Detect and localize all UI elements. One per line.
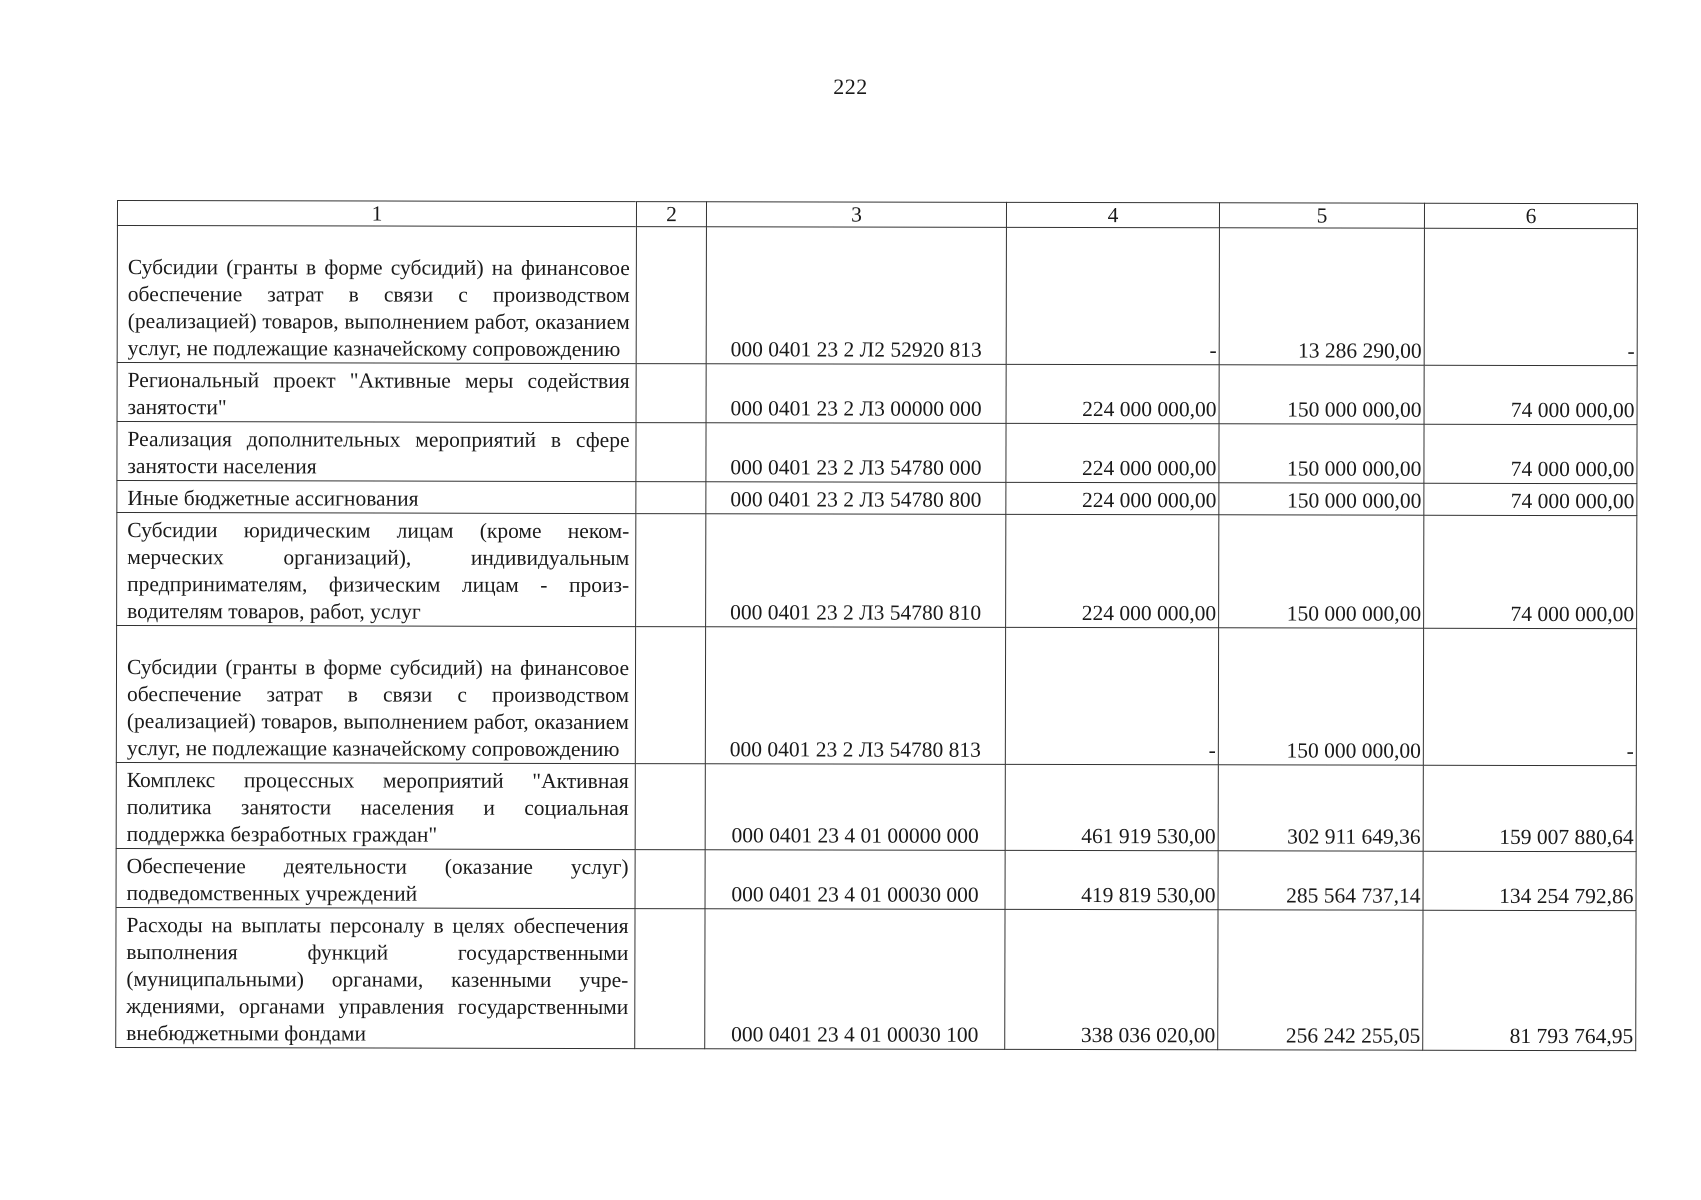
row-value-col4: 419 819 530,00 [1005, 850, 1218, 909]
row-value-col6: 159 007 880,64 [1423, 765, 1636, 851]
table-row [116, 762, 1636, 851]
row-code-cell: 000 0401 23 2 Л2 52920 813 [706, 227, 1006, 365]
row-code-cell: 000 0401 23 2 Л3 54780 813 [705, 627, 1005, 765]
row-value-col4: - [1005, 627, 1218, 764]
row-code-cell: 000 0401 23 2 Л3 54780 000 [706, 423, 1006, 483]
row-code-cell: 000 0401 23 4 01 00000 000 [705, 764, 1005, 851]
row-value-col4: 224 000 000,00 [1006, 482, 1219, 514]
row-name-cell: Региональный проект "Активные меры содействия занятости" [117, 363, 636, 423]
row-code-cell: 000 0401 23 4 01 00030 100 [705, 909, 1005, 1050]
row-value-col4: 461 919 530,00 [1005, 764, 1218, 850]
table-row [117, 481, 1637, 516]
row-col2-cell [635, 909, 705, 1049]
header-col-4: 4 [1006, 202, 1219, 227]
row-col2-cell [635, 850, 705, 909]
table-row [116, 848, 1636, 910]
row-name-cell: Субсидии (гранты в форме субсидий) на финансовое обеспечение затрат в связи с производством (реализацией) товаров, выполнением работ, оказанием услуг, не подлежащие казначейскому сопровождению [117, 226, 636, 364]
row-code-cell: 000 0401 23 2 Л3 54780 810 [706, 514, 1006, 628]
row-col2-cell [636, 423, 706, 482]
row-code-cell: 000 0401 23 4 01 00030 000 [705, 850, 1005, 910]
table-row [116, 907, 1636, 1050]
row-value-col5: 150 000 000,00 [1219, 365, 1424, 424]
page-number: 222 [833, 74, 868, 99]
table-row [117, 513, 1637, 629]
row-value-col5: 150 000 000,00 [1219, 515, 1424, 628]
row-value-col5: 150 000 000,00 [1218, 628, 1423, 765]
row-value-col4: 338 036 020,00 [1005, 909, 1218, 1049]
row-name-cell: Иные бюджетные ассигнования [117, 481, 636, 514]
table-row [117, 363, 1637, 425]
row-value-col4: 224 000 000,00 [1006, 364, 1219, 423]
row-name-cell: Комплекс процессных мероприятий "Активная политика занятости населения и социальная поддержка безработных граждан" [116, 762, 635, 849]
row-col2-cell [635, 627, 705, 764]
row-code-cell: 000 0401 23 2 Л3 54780 800 [706, 482, 1006, 515]
row-value-col5: 285 564 737,14 [1218, 851, 1423, 910]
row-col2-cell [636, 482, 706, 514]
row-value-col6: - [1423, 628, 1636, 765]
row-name-cell: Расходы на выплаты персоналу в целях обеспечения выполнения функций государственными (муниципальными) органами, казенными учреждениями, органами управления государственными внебюджетными фондами [116, 907, 635, 1048]
header-col-1: 1 [117, 201, 636, 227]
header-col-6: 6 [1424, 203, 1637, 228]
table-row [117, 422, 1637, 484]
row-value-col4: 224 000 000,00 [1006, 423, 1219, 482]
row-name-cell: Субсидии (гранты в форме субсидий) на финансовое обеспечение затрат в связи с производством (реализацией) товаров, выполнением работ, оказанием услуг, не подлежащие казначейскому сопровождению [116, 626, 635, 764]
row-value-col6: 81 793 764,95 [1423, 910, 1636, 1050]
row-value-col5: 302 911 649,36 [1218, 765, 1423, 851]
row-value-col6: 134 254 792,86 [1423, 851, 1636, 910]
table-row [116, 626, 1636, 766]
row-value-col4: - [1006, 227, 1219, 364]
row-col2-cell [635, 764, 705, 850]
row-value-col6: 74 000 000,00 [1424, 483, 1637, 515]
table-row [117, 226, 1637, 366]
row-col2-cell [636, 514, 706, 627]
header-col-3: 3 [706, 202, 1006, 228]
row-value-col5: 150 000 000,00 [1219, 424, 1424, 483]
row-value-col5: 150 000 000,00 [1219, 483, 1424, 515]
header-col-5: 5 [1219, 203, 1424, 228]
row-value-col5: 256 242 255,05 [1218, 910, 1423, 1050]
row-value-col6: 74 000 000,00 [1424, 365, 1637, 424]
row-value-col6: - [1424, 228, 1637, 365]
row-value-col6: 74 000 000,00 [1424, 515, 1637, 628]
row-name-cell: Субсидии юридическим лицам (кроме некоммерческих организаций), индивидуальным предпринимателям, физическим лицам - производителям товаров, работ, услуг [117, 513, 636, 627]
row-value-col5: 13 286 290,00 [1219, 228, 1424, 365]
row-name-cell: Реализация дополнительных мероприятий в сфере занятости населения [117, 422, 636, 482]
header-col-2: 2 [636, 202, 706, 227]
row-col2-cell [636, 227, 706, 364]
row-value-col6: 74 000 000,00 [1424, 424, 1637, 483]
row-value-col4: 224 000 000,00 [1006, 514, 1219, 627]
row-code-cell: 000 0401 23 2 Л3 00000 000 [706, 364, 1006, 424]
row-col2-cell [636, 364, 706, 423]
budget-table [115, 200, 1638, 1051]
row-name-cell: Обеспечение деятельности (оказание услуг) подведомственных учреждений [116, 848, 635, 908]
table-header-row [117, 201, 1637, 229]
